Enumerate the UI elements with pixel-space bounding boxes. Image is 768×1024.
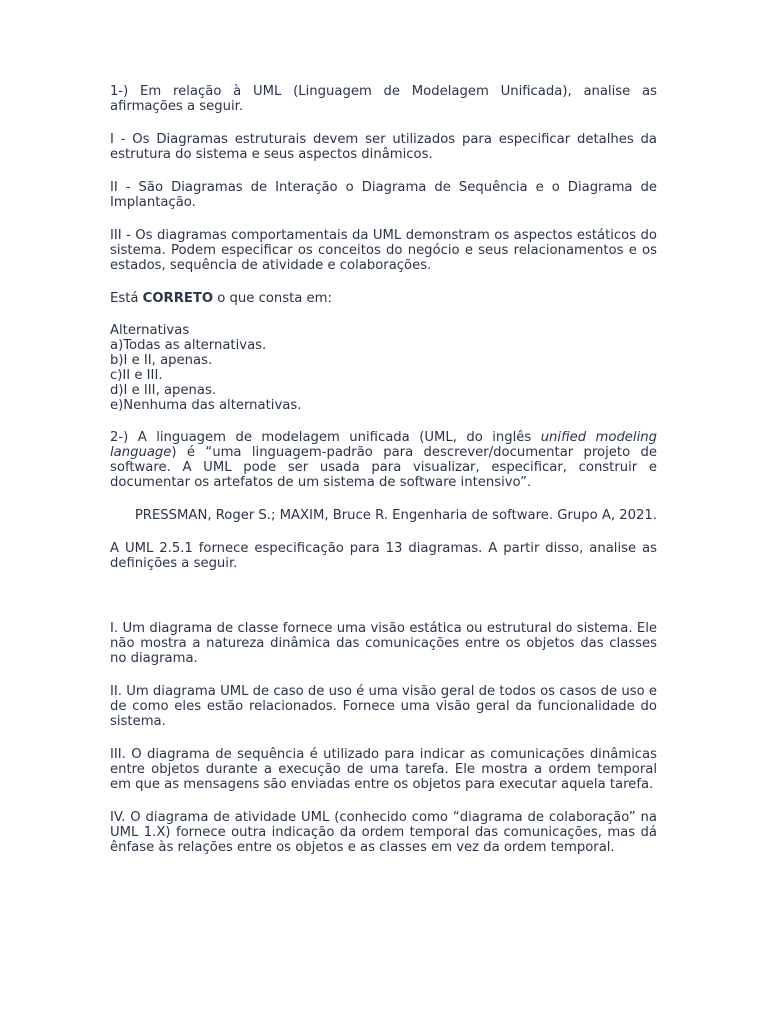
q2-lead: A UML 2.5.1 fornece especificação para 13 diagramas. A partir disso, analise as definições a seguir. (110, 541, 657, 571)
alternative-a: a)Todas as alternativas. (110, 338, 267, 353)
q2-definition-2: II. Um diagrama UML de caso de uso é uma visão geral de todos os casos de uso e de como eles estão relacionados. Fornece uma visão geral da funcionalidade do sistema. (110, 684, 657, 729)
q2-definition-1: I. Um diagrama de classe fornece uma visão estática ou estrutural do sistema. Ele não mostra a natureza dinâmica das comunicações entre os objetos das classes no diagrama. (110, 621, 657, 666)
alternatives-label: Alternativas (110, 323, 190, 338)
q2-citation: PRESSMAN, Roger S.; MAXIM, Bruce R. Engenharia de software. Grupo A, 2021. (134, 508, 657, 523)
q1-question-suffix: o que consta em: (213, 291, 332, 306)
document-page (110, 84, 657, 855)
q2-intro-suffix: ) é “uma linguagem-padrão para descrever/documentar projeto de software. A UML pode ser usada para visualizar, especificar, construir e documentar os artefatos de um sistema de software intensivo”. (110, 445, 657, 490)
q1-intro: 1-) Em relação à UML (Linguagem de Modelagem Unificada), analise as afirmações a seguir. (110, 84, 657, 114)
q1-statement-1: I - Os Diagramas estruturais devem ser utilizados para especificar detalhes da estrutura do sistema e seus aspectos dinâmicos. (110, 132, 657, 162)
q2-definition-4: IV. O diagrama de atividade UML (conhecido como “diagrama de colaboração” na UML 1.X) fornece outra indicação da ordem temporal das comunicações, mas dá ênfase às relações entre os objetos e as classes em vez da ordem temporal. (110, 810, 657, 855)
q1-question-bold: CORRETO (142, 291, 214, 306)
alternative-d: d)I e III, apenas. (110, 383, 217, 398)
q2-intro (110, 430, 657, 490)
q2-intro-italic: unified modeling language (110, 430, 657, 460)
q1-question-prefix: Está (110, 291, 143, 306)
q1-alternatives (110, 323, 657, 413)
alternative-c: c)II e III. (110, 368, 163, 383)
q2-intro-prefix: 2-) A linguagem de modelagem unificada (UML, do inglês (110, 430, 541, 445)
q2-definition-3: III. O diagrama de sequência é utilizado para indicar as comunicações dinâmicas entre objetos durante a execução de uma tarefa. Ele mostra a ordem temporal em que as mensagens são enviadas entre os objetos para executar aquela tarefa. (110, 747, 657, 792)
q1-question (110, 291, 657, 306)
q1-statement-2: II - São Diagramas de Interação o Diagrama de Sequência e o Diagrama de Implantação. (110, 180, 657, 210)
alternative-e: e)Nenhuma das alternativas. (110, 398, 302, 413)
q1-statement-3: III - Os diagramas comportamentais da UML demonstram os aspectos estáticos do sistema. Podem especificar os conceitos do negócio e seus relacionamentos e os estados, sequência de atividade e colaborações. (110, 228, 657, 273)
alternative-b: b)I e II, apenas. (110, 353, 213, 368)
